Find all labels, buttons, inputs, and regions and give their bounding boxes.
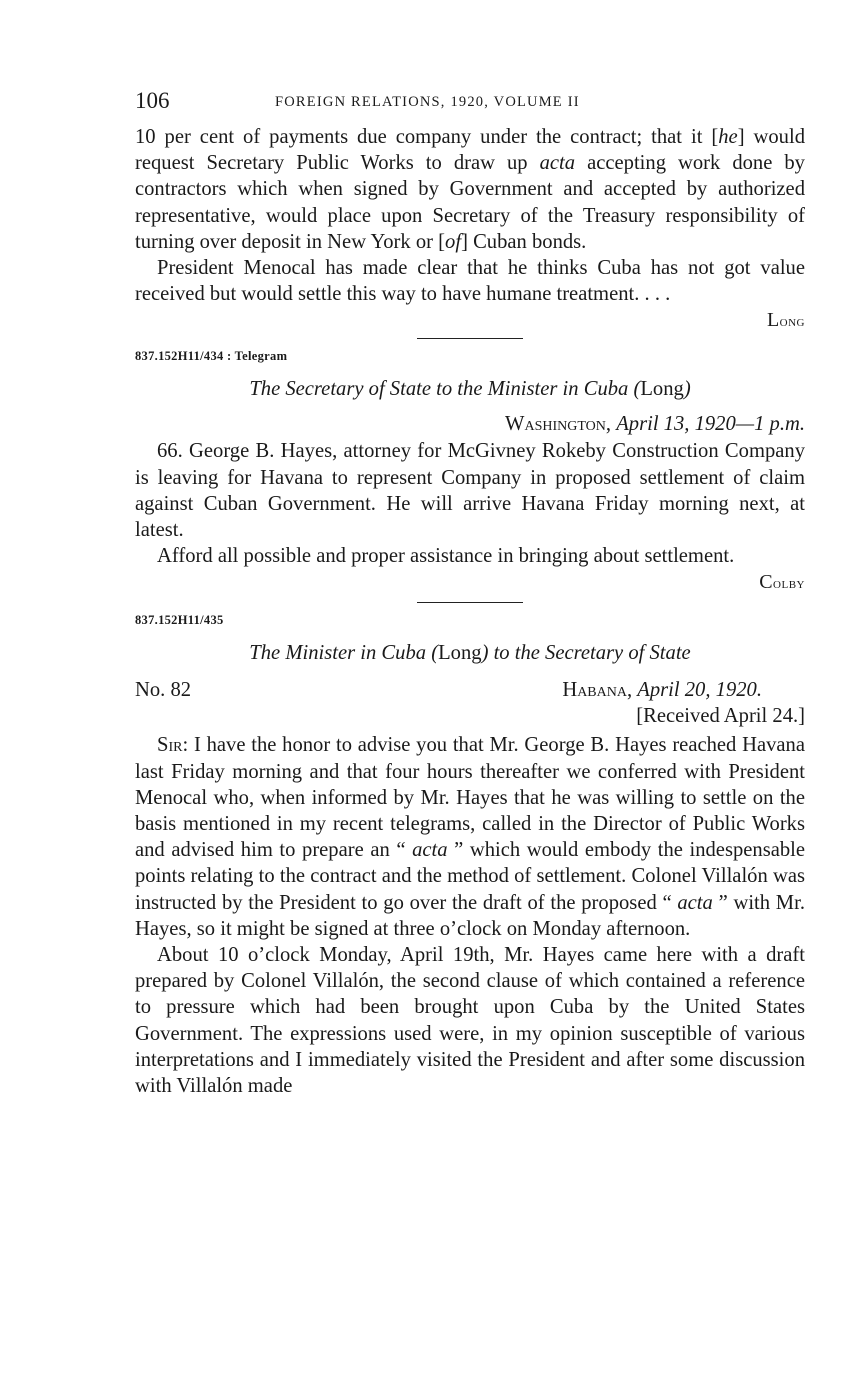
document-title: The Minister in Cuba (Long) to the Secretary of State bbox=[249, 642, 691, 665]
page-header bbox=[135, 88, 805, 118]
continued-paragraph: 10 per cent of payments due company under the contract; that it [he] would request Secretary Public Works to draw up acta accepting work done by contractors which when signed by Government and accepted by authorized representative, would place upon Secretary of the Treasury responsibility of turning over deposit in New York or [of] Cuban bonds. bbox=[135, 126, 805, 253]
dispatch-header bbox=[135, 679, 805, 705]
file-number: 837.152H11/434 : Telegram bbox=[135, 349, 288, 364]
paragraph: Afford all possible and proper assistance in bringing about settlement. bbox=[157, 545, 735, 568]
running-head: FOREIGN RELATIONS, 1920, VOLUME II bbox=[275, 94, 580, 110]
paragraph: 66. George B. Hayes, attorney for McGivney Rokeby Construction Company is leaving for Havana to represent Company in proposed settlement of claim against Cuban Government. He will arrive Havana Friday morning next, at latest. bbox=[135, 440, 805, 542]
document-title: The Secretary of State to the Minister in Cuba (Long) bbox=[249, 378, 691, 401]
signature-long: Long bbox=[766, 309, 805, 332]
file-number: 837.152H11/435 bbox=[135, 613, 224, 628]
page-number: 106 bbox=[135, 88, 170, 113]
paragraph: About 10 o’clock Monday, April 19th, Mr. Hayes came here with a draft prepared by Colonel Villalón, the second clause of which contained a reference to pressure which had been brought upon Cuba by the United States Government. The expressions used were, in my opinion susceptible of various interpretations and I immediately visited the President and after some discussion with Villalón made bbox=[135, 944, 805, 1098]
document-page bbox=[135, 88, 805, 1099]
dateline: Habana, April 20, 1920. bbox=[562, 679, 762, 702]
dispatch-number: No. 82 bbox=[135, 679, 192, 702]
paragraph: President Menocal has made clear that he thinks Cuba has not got value received but would settle this way to have humane treatment. . . . bbox=[135, 257, 805, 306]
received-note: [Received April 24.] bbox=[636, 705, 805, 728]
dateline: Washington, April 13, 1920—1 p.m. bbox=[505, 413, 805, 436]
signature-colby: Colby bbox=[759, 571, 805, 594]
paragraph: Sir: I have the honor to advise you that Mr. George B. Hayes reached Havana last Friday morning and that four hours thereafter we conferred with President Menocal who, when informed by Mr. Hayes that he was willing to settle on the basis mentioned in my recent telegrams, called in the Director of Public Works and advised him to prepare an “ acta ” which would embody the indespensable points relating to the contract and the method of settlement. Colonel Villalón was instructed by the President to go over the draft of the proposed “ acta ” with Mr. Hayes, so it might be signed at three o’clock on Monday afternoon. bbox=[135, 734, 806, 940]
